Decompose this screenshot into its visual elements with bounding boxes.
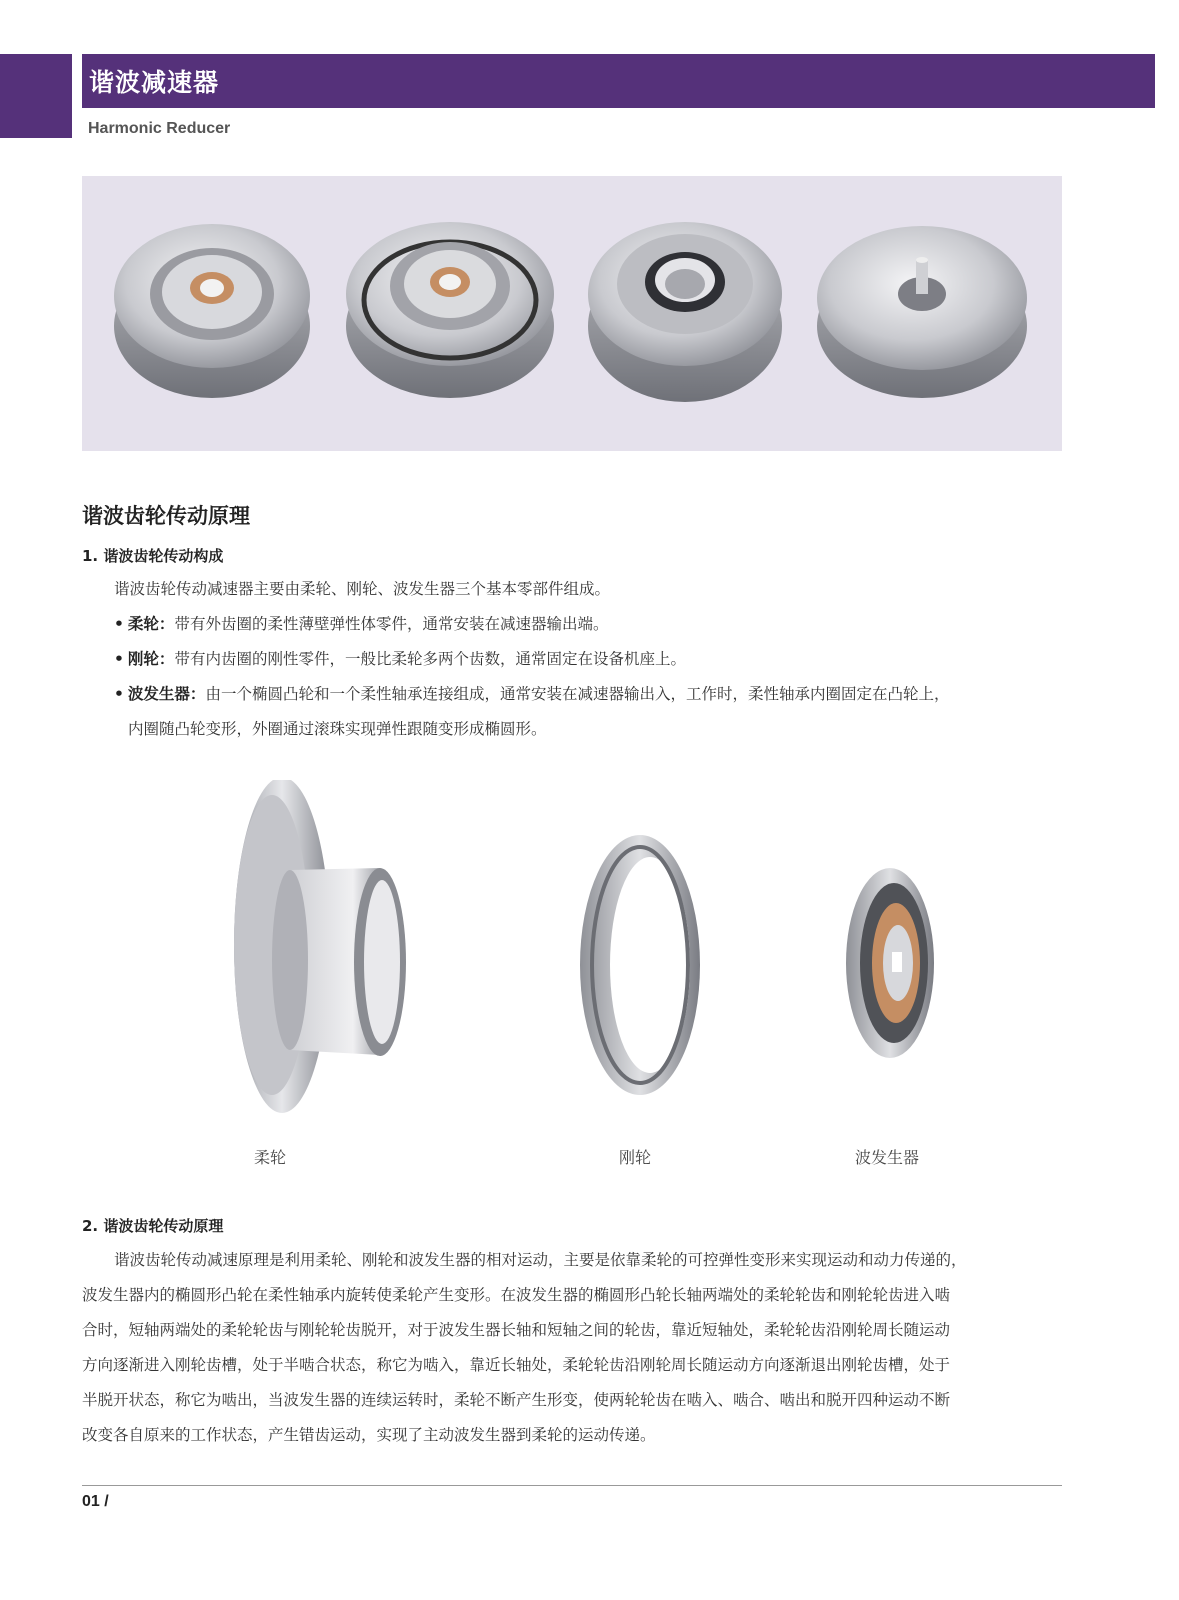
label-circular-spline: 刚轮	[619, 1148, 652, 1167]
paragraph-line: 波发生器内的椭圆形凸轮在柔性轴承内旋转使柔轮产生变形。在波发生器的椭圆形凸轮长轴两端处的柔轮轮齿和刚轮轮齿进入啮	[82, 1286, 951, 1304]
reducer-photo-1	[114, 224, 310, 398]
page-subtitle: Harmonic Reducer	[88, 120, 231, 137]
subsection-heading-1: 1. 谐波齿轮传动构成	[82, 547, 224, 565]
paragraph-line: 谐波齿轮传动减速原理是利用柔轮、刚轮和波发生器的相对运动，主要是依靠柔轮的可控弹性变形来实现运动和动力传递的，	[114, 1251, 967, 1269]
composition-intro: 谐波齿轮传动减速器主要由柔轮、刚轮、波发生器三个基本零部件组成。	[114, 580, 611, 598]
bullet-dot: •	[114, 615, 124, 633]
paragraph-line: 半脱开状态，称它为啮出，当波发生器的连续运转时，柔轮不断产生形变，使两轮轮齿在啮入、啮合、啮出和脱开四种运动不断	[82, 1391, 951, 1409]
bullet-text: 由一个椭圆凸轮和一个柔性轴承连接组成，通常安装在减速器输出入，工作时，柔性轴承内圈固定在凸轮上，	[205, 685, 950, 703]
subsection-heading-2: 2. 谐波齿轮传动原理	[82, 1217, 224, 1235]
product-photo-panel	[82, 176, 1062, 451]
parts-drawing	[170, 780, 1020, 1150]
bullet-circular-spline	[114, 642, 686, 677]
bullet-term: 刚轮：	[127, 650, 175, 668]
bullet-text: 带有内齿圈的刚性零件，一般比柔轮多两个齿数，通常固定在设备机座上。	[174, 650, 686, 668]
paragraph-line: 方向逐渐进入刚轮齿槽，处于半啮合状态，称它为啮入，靠近长轴处，柔轮轮齿沿刚轮周长随运动方向逐渐退出刚轮齿槽，处于	[82, 1356, 951, 1374]
bullet-wave-generator	[114, 677, 949, 712]
principle-paragraph	[82, 1243, 1062, 1453]
bullet-term: 波发生器：	[127, 685, 206, 703]
footer-divider	[82, 1485, 1062, 1486]
product-photos	[82, 176, 1062, 451]
paragraph-line: 改变各自原来的工作状态，产生错齿运动，实现了主动波发生器到柔轮的运动传递。	[82, 1426, 656, 1444]
bullet-dot: •	[114, 685, 124, 703]
paragraph-line: 合时，短轴两端处的柔轮轮齿与刚轮轮齿脱开，对于波发生器长轴和短轴之间的轮齿，靠近短轴处，柔轮轮齿沿刚轮周长随运动	[82, 1321, 951, 1339]
header-side-block	[0, 54, 72, 138]
reducer-photo-3	[588, 222, 782, 402]
title-bar	[82, 54, 1155, 108]
bullet-dot: •	[114, 650, 124, 668]
label-flexspline: 柔轮	[254, 1148, 287, 1167]
reducer-photo-4	[817, 226, 1027, 398]
bullet-term: 柔轮：	[127, 615, 175, 633]
bullet-flexspline	[114, 607, 608, 642]
bullet-text: 带有外齿圈的柔性薄壁弹性体零件，通常安装在减速器输出端。	[174, 615, 609, 633]
section-title: 谐波齿轮传动原理	[82, 504, 250, 528]
page-number: 01 /	[82, 1493, 109, 1510]
label-wave-generator: 波发生器	[855, 1148, 920, 1167]
bullet-wave-generator-cont: 内圈随凸轮变形，外圈通过滚珠实现弹性跟随变形成椭圆形。	[128, 720, 547, 738]
parts-illustration	[170, 780, 1020, 1150]
wave-generator-image	[846, 868, 934, 1058]
page-title: 谐波减速器	[89, 68, 220, 97]
reducer-photo-2	[346, 222, 554, 398]
circular-spline-image	[580, 835, 700, 1095]
flexspline-image	[234, 780, 406, 1113]
